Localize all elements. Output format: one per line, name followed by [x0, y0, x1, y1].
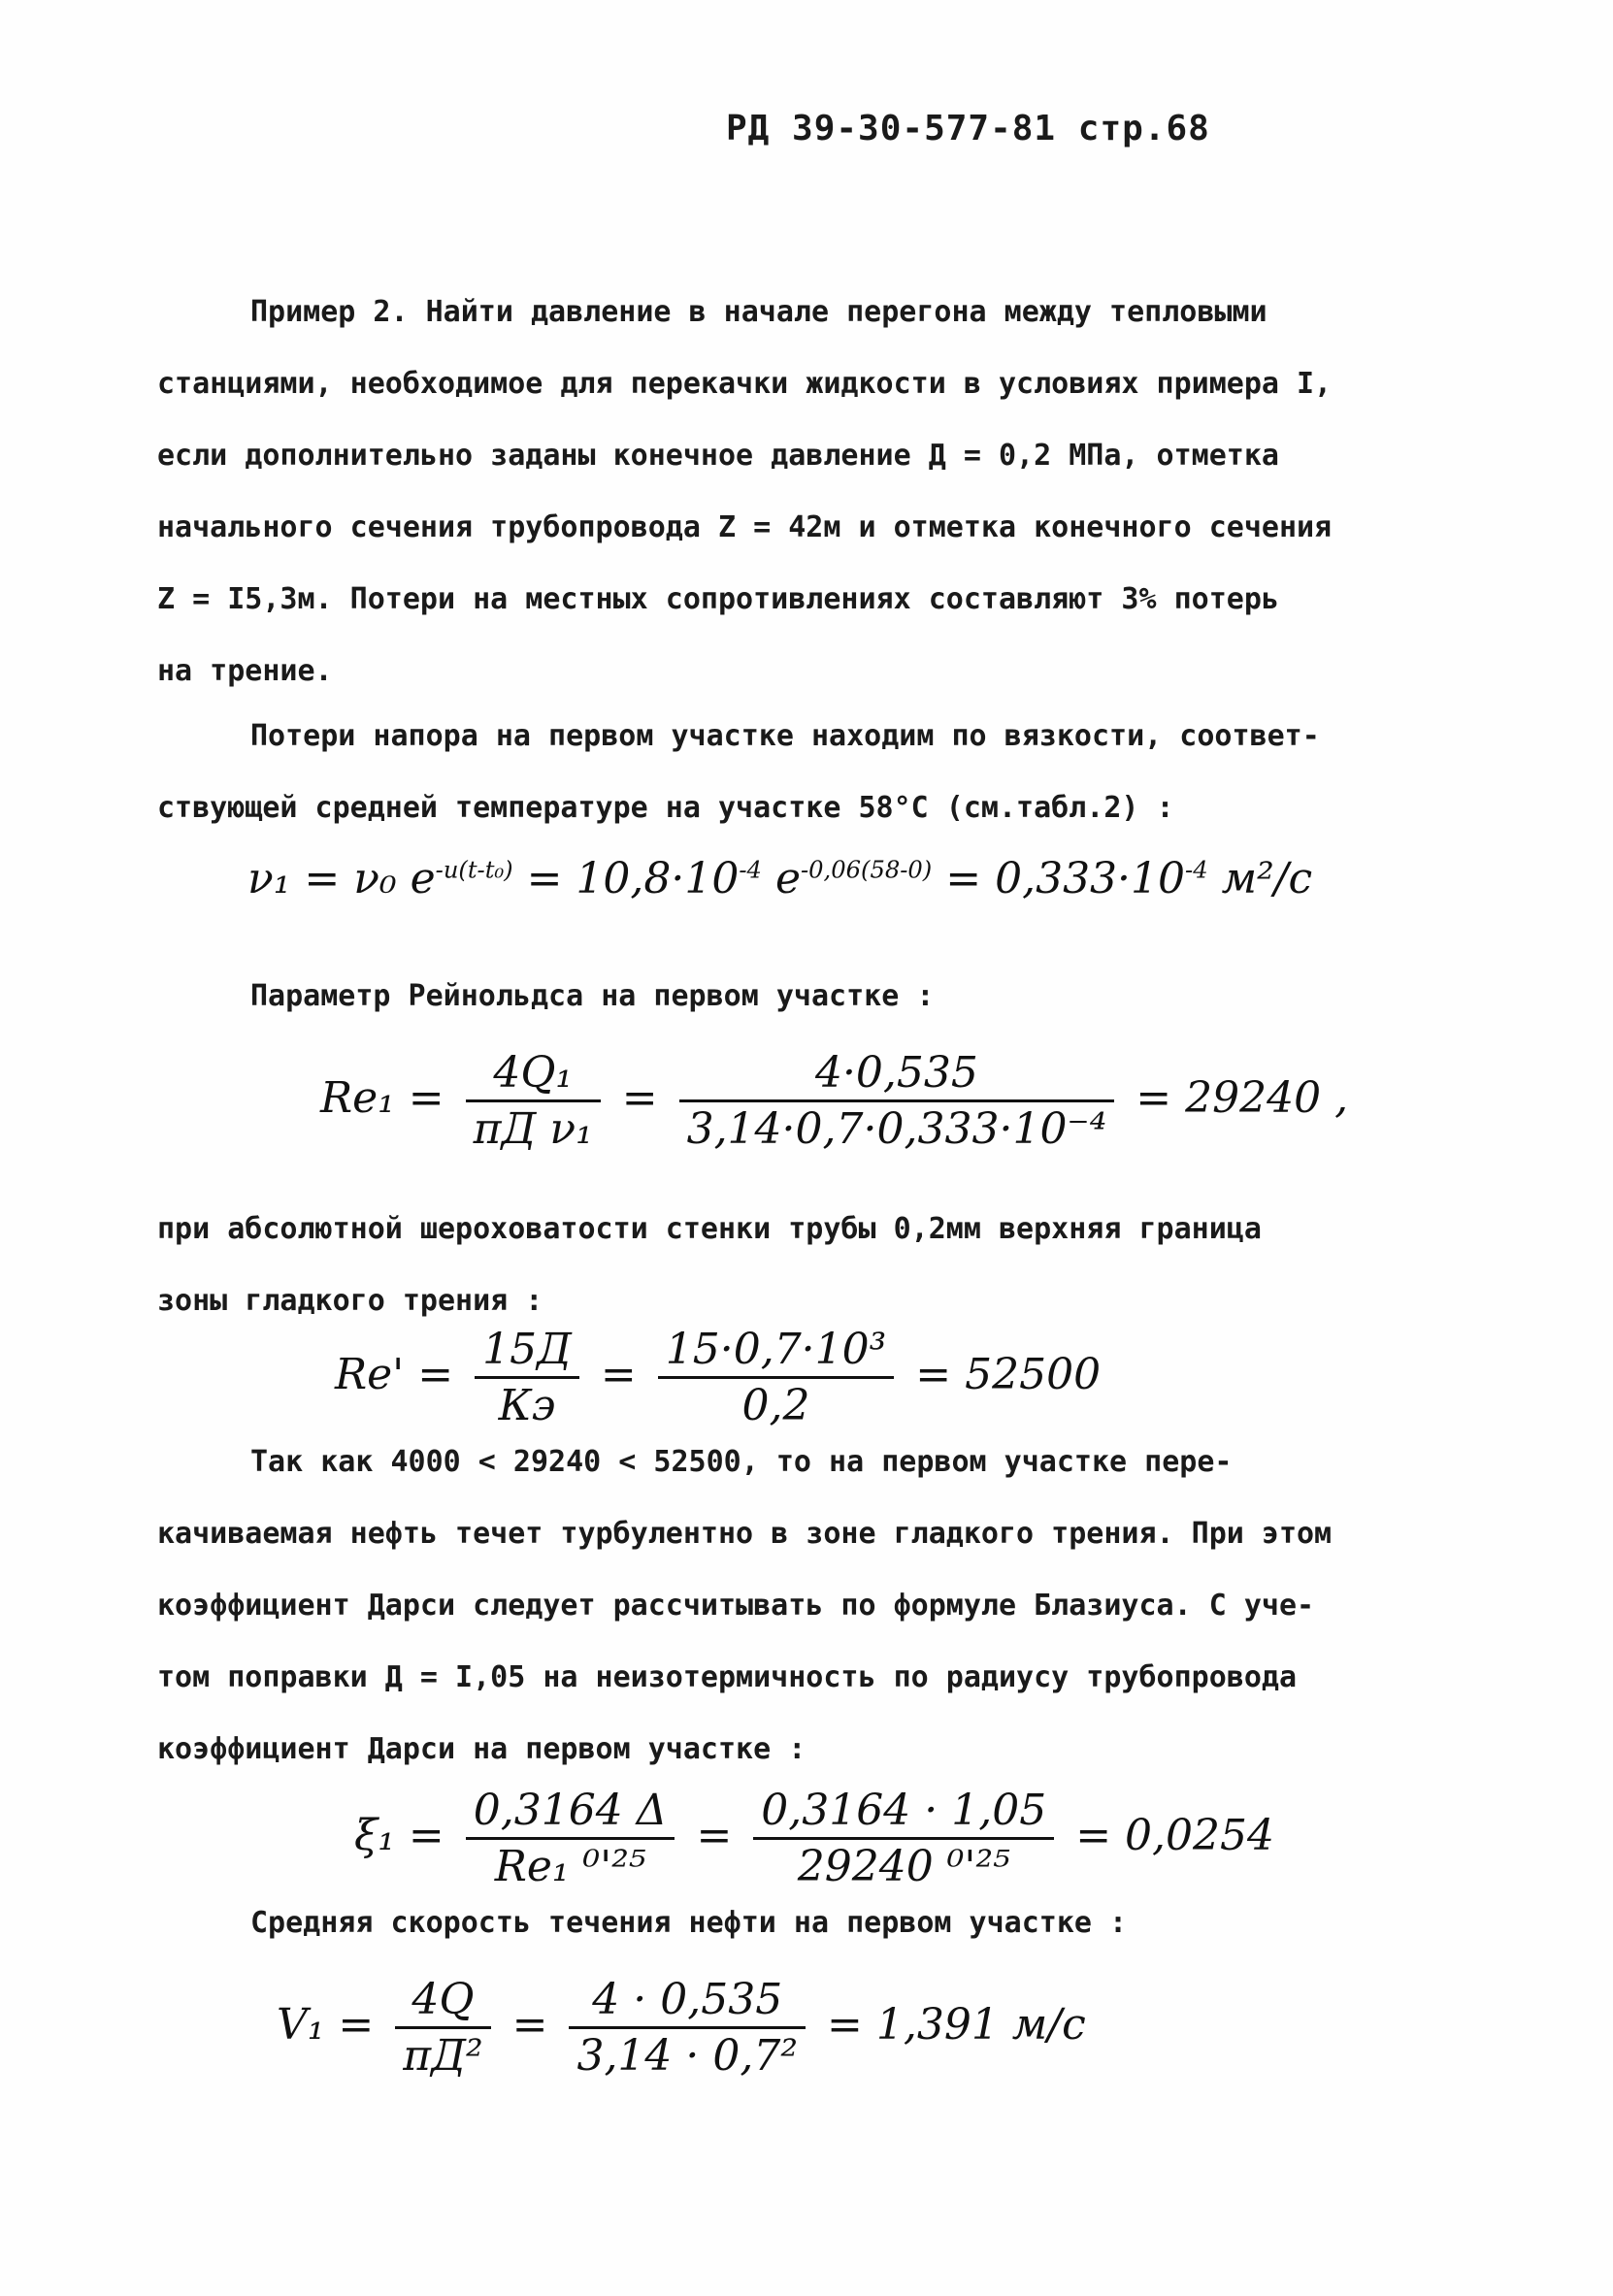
smooth-friction-formula: Re' = $\frac{15Д}{Кэ}$ = $\frac{\text{15·0,7·10³}}{0,2}$ = 52500: [335, 1325, 1102, 1430]
text-line: Так как 4000 < 29240 < 52500, то на первом участке пере-: [250, 1445, 1233, 1479]
fraction: [658, 1325, 895, 1430]
exponent: -4: [1185, 856, 1208, 884]
formula-unit: м²/с: [1221, 854, 1313, 903]
velocity-formula: V₁ = $\frac{4Q}{\text{πД²}}$ = $\frac{4 \cdot 0,535}{\text{3,14 · 0,7²}}$ = 1,391 м/с: [277, 1975, 1086, 2081]
denominator: Re₁ ⁰'²⁵: [494, 1842, 646, 1891]
formula-result: = 0,0254: [1075, 1811, 1274, 1860]
formula-result: = 1,391 м/с: [827, 2000, 1086, 2050]
fraction: [475, 1325, 579, 1430]
text-line: станциями, необходимое для перекачки жидкости в условиях примера I,: [157, 367, 1333, 401]
formula-mid: = 10,8·10: [526, 854, 740, 903]
formula-lhs: V₁ =: [277, 2000, 375, 2050]
fraction: [466, 1786, 675, 1891]
numerator: 0,3164 Δ: [466, 1786, 675, 1840]
viscosity-formula: [247, 854, 1312, 903]
numerator: 15Д: [475, 1325, 579, 1379]
numerator: 4Q₁: [466, 1048, 601, 1102]
roughness-paragraph: [157, 1194, 1506, 1337]
text-line: ствующей средней температуре на участке 58°С (см.табл.2) :: [157, 791, 1174, 825]
numerator: 4Q: [395, 1975, 490, 2029]
numerator: 4 · 0,535: [569, 1975, 806, 2029]
exponent: -4: [739, 856, 762, 884]
fraction: [753, 1786, 1054, 1891]
fraction: [679, 1048, 1115, 1154]
fraction: [569, 1975, 806, 2081]
text-line: Потери напора на первом участке находим по вязкости, соответ-: [250, 719, 1320, 753]
exponent: -0,06(58-0): [800, 856, 933, 884]
problem-statement: [157, 277, 1506, 707]
head-loss-paragraph: [157, 701, 1506, 844]
denominator: πД ν₁: [473, 1104, 593, 1154]
text-line: коэффициент Дарси на первом участке :: [157, 1732, 806, 1766]
formula-result: = 52500: [915, 1350, 1102, 1399]
page-header: РД 39-30-577-81 стр.68: [726, 109, 1210, 148]
numerator: 4·0,535: [679, 1048, 1115, 1102]
fraction: [395, 1975, 490, 2081]
text-line: Средняя скорость течения нефти на первом участке :: [250, 1906, 1128, 1940]
exponent: -u(t-t₀): [435, 856, 513, 884]
denominator: 0,2: [741, 1381, 810, 1430]
fraction: [466, 1048, 601, 1154]
numerator: 15·0,7·10³: [658, 1325, 895, 1379]
formula-lhs: ν₁ = ν₀ e: [247, 854, 436, 903]
formula-lhs: Re₁ =: [320, 1073, 444, 1123]
text-line: коэффициент Дарси следует рассчитывать по формуле Блазиуса. С уче-: [157, 1589, 1315, 1623]
text-line: на трение.: [157, 654, 333, 688]
denominator: 3,14 · 0,7²: [576, 2031, 798, 2081]
formula-result: = 0,333·10: [945, 854, 1186, 903]
turbulence-paragraph: [157, 1427, 1506, 1786]
denominator: πД²: [403, 2031, 483, 2081]
reynolds-label: [157, 961, 1506, 1033]
text-line: Пример 2. Найти давление в начале перегона между тепловыми: [250, 295, 1267, 329]
text-line: том поправки Д = I,05 на неизотермичность по радиусу трубопровода: [157, 1660, 1297, 1694]
formula-e: e: [774, 854, 801, 903]
text-line: Z = I5,3м. Потери на местных сопротивлениях составляют 3% потерь: [157, 582, 1279, 616]
formula-lhs: ξ₁ =: [354, 1811, 444, 1860]
reynolds-formula: Re₁ = $\frac{\text{4Q₁}}{\text{πД ν₁}}$ = $\frac{4\cdot 0,535}{\text{3,14·0,7·0,333·10⁻⁴}}$ = 29240 ,: [320, 1048, 1349, 1154]
text-line: качиваемая нефть течет турбулентно в зоне гладкого трения. При этом: [157, 1517, 1333, 1551]
darcy-formula: ξ₁ = $\frac{0,3164 \Delta}{\text{Re₁ ⁰'²⁵}}$ = $\frac{0,3164 \cdot 1,05}{\text{29240 ⁰'²⁵}}$ = 0,0254: [354, 1786, 1274, 1891]
denominator: 3,14·0,7·0,333·10⁻⁴: [686, 1104, 1107, 1154]
denominator: Кэ: [498, 1381, 556, 1430]
text-line: зоны гладкого трения :: [157, 1284, 543, 1318]
text-line: если дополнительно заданы конечное давление Д = 0,2 МПа, отметка: [157, 439, 1279, 473]
text-line: при абсолютной шероховатости стенки трубы 0,2мм верхняя граница: [157, 1212, 1262, 1246]
text-line: начального сечения трубопровода Z = 42м и отметка конечного сечения: [157, 510, 1333, 544]
text-line: Параметр Рейнольдса на первом участке :: [250, 979, 935, 1013]
numerator: 0,3164 · 1,05: [753, 1786, 1054, 1840]
formula-result: = 29240 ,: [1136, 1073, 1349, 1123]
denominator: 29240 ⁰'²⁵: [797, 1842, 1010, 1891]
formula-lhs: Re' =: [335, 1350, 454, 1399]
velocity-label: [157, 1887, 1506, 1959]
